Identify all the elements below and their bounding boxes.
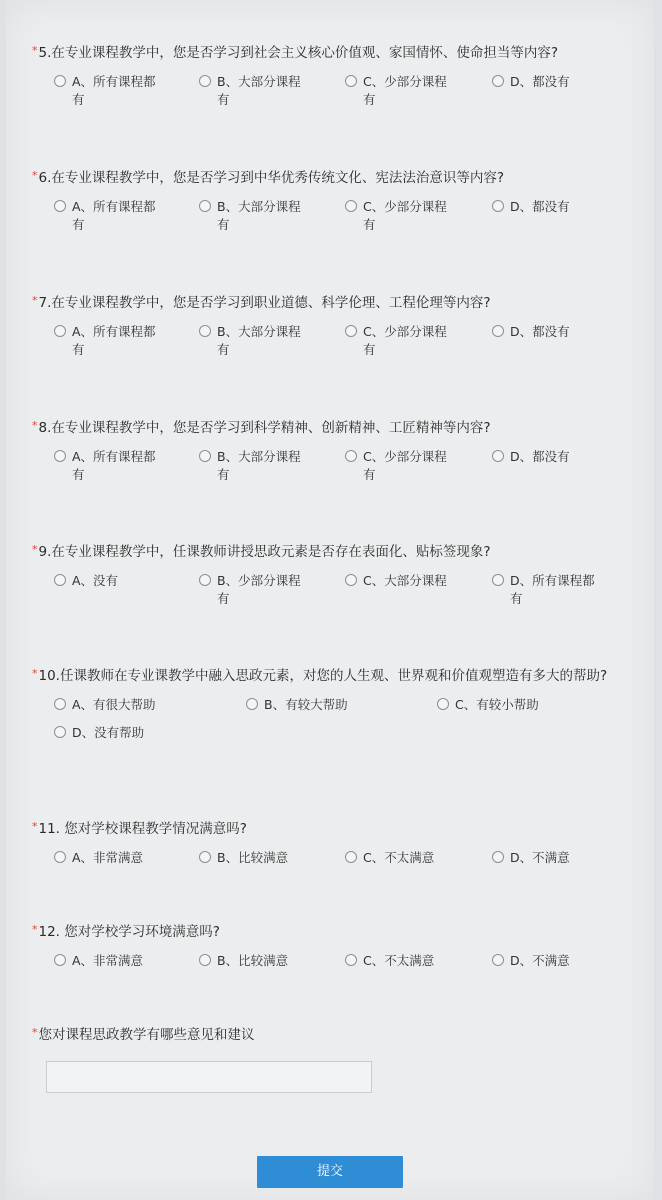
radio-icon[interactable] [345, 574, 357, 586]
option-c[interactable]: C、少部分课程有 [345, 448, 465, 484]
radio-icon[interactable] [54, 954, 66, 966]
option-a[interactable]: A、所有课程都有 [54, 323, 174, 359]
question-title: *9.在专业课程教学中，任课教师讲授思政元素是否存在表面化、贴标签现象? [32, 543, 491, 560]
option-a[interactable]: A、没有 [54, 572, 174, 590]
radio-icon[interactable] [54, 726, 66, 738]
radio-icon[interactable] [54, 574, 66, 586]
option-b[interactable]: B、大部分课程有 [199, 73, 319, 109]
survey-page [6, 0, 654, 1200]
option-c[interactable]: C、少部分课程有 [345, 198, 465, 234]
radio-icon[interactable] [345, 325, 357, 337]
required-mark: * [32, 820, 38, 833]
option-b[interactable]: B、少部分课程有 [199, 572, 319, 608]
option-b[interactable]: B、大部分课程有 [199, 323, 319, 359]
radio-icon[interactable] [492, 450, 504, 462]
radio-icon[interactable] [492, 75, 504, 87]
radio-icon[interactable] [345, 954, 357, 966]
options-group [32, 73, 632, 113]
question-title: *您对课程思政教学有哪些意见和建议 [32, 1026, 255, 1043]
radio-icon[interactable] [492, 200, 504, 212]
required-mark: * [32, 667, 38, 680]
radio-icon[interactable] [54, 200, 66, 212]
option-d[interactable]: D、都没有 [492, 448, 612, 466]
options-group [32, 849, 632, 889]
question-title: *7.在专业课程教学中，您是否学习到职业道德、科学伦理、工程伦理等内容? [32, 294, 491, 311]
option-c[interactable]: C、少部分课程有 [345, 323, 465, 359]
question-5 [32, 42, 632, 113]
option-a[interactable]: A、所有课程都有 [54, 198, 174, 234]
option-a[interactable]: A、所有课程都有 [54, 73, 174, 109]
question-10 [32, 665, 632, 750]
question-12 [32, 921, 632, 992]
question-11 [32, 818, 632, 889]
option-d[interactable]: D、没有帮助 [54, 724, 174, 742]
radio-icon[interactable] [54, 325, 66, 337]
radio-icon[interactable] [492, 954, 504, 966]
radio-icon[interactable] [492, 851, 504, 863]
option-d[interactable]: D、都没有 [492, 198, 612, 216]
option-c[interactable]: C、不太满意 [345, 952, 465, 970]
option-a[interactable]: A、非常满意 [54, 849, 174, 867]
option-d[interactable]: D、所有课程都有 [492, 572, 612, 608]
radio-icon[interactable] [199, 200, 211, 212]
question-8 [32, 417, 632, 488]
submit-button[interactable]: 提交 [257, 1156, 403, 1188]
option-d[interactable]: D、都没有 [492, 73, 612, 91]
radio-icon[interactable] [345, 851, 357, 863]
option-b[interactable]: B、有较大帮助 [246, 696, 366, 714]
question-9 [32, 541, 632, 612]
question-title: *8.在专业课程教学中，您是否学习到科学精神、创新精神、工匠精神等内容? [32, 419, 491, 436]
options-group [32, 952, 632, 992]
radio-icon[interactable] [437, 698, 449, 710]
option-c[interactable]: C、少部分课程有 [345, 73, 465, 109]
required-mark: * [32, 294, 38, 307]
radio-icon[interactable] [54, 851, 66, 863]
question-title: *12. 您对学校学习环境满意吗? [32, 923, 220, 940]
option-c[interactable]: C、大部分课程 [345, 572, 465, 590]
option-b[interactable]: B、比较满意 [199, 849, 319, 867]
question-6 [32, 167, 632, 238]
option-b[interactable]: B、比较满意 [199, 952, 319, 970]
radio-icon[interactable] [54, 698, 66, 710]
options-group [32, 323, 632, 363]
question-7 [32, 292, 632, 363]
question-title: *10.任课教师在专业课教学中融入思政元素，对您的人生观、世界观和价值观塑造有多大的帮助? [32, 667, 608, 684]
radio-icon[interactable] [199, 574, 211, 586]
option-d[interactable]: D、不满意 [492, 952, 612, 970]
radio-icon[interactable] [54, 75, 66, 87]
options-group [32, 572, 632, 612]
radio-icon[interactable] [246, 698, 258, 710]
required-mark: * [32, 44, 38, 57]
options-group [32, 696, 632, 750]
radio-icon[interactable] [492, 574, 504, 586]
options-group [32, 198, 632, 238]
options-group [32, 448, 632, 488]
question-title: *11. 您对学校课程教学情况满意吗? [32, 820, 247, 837]
radio-icon[interactable] [345, 450, 357, 462]
required-mark: * [32, 169, 38, 182]
option-b[interactable]: B、大部分课程有 [199, 448, 319, 484]
option-d[interactable]: D、不满意 [492, 849, 612, 867]
required-mark: * [32, 923, 38, 936]
required-mark: * [32, 1026, 38, 1039]
radio-icon[interactable] [199, 954, 211, 966]
radio-icon[interactable] [54, 450, 66, 462]
option-b[interactable]: B、大部分课程有 [199, 198, 319, 234]
option-c[interactable]: C、不太满意 [345, 849, 465, 867]
radio-icon[interactable] [345, 75, 357, 87]
radio-icon[interactable] [199, 325, 211, 337]
option-d[interactable]: D、都没有 [492, 323, 612, 341]
radio-icon[interactable] [492, 325, 504, 337]
feedback-textarea[interactable] [46, 1061, 372, 1093]
radio-icon[interactable] [199, 75, 211, 87]
required-mark: * [32, 419, 38, 432]
required-mark: * [32, 543, 38, 556]
question-title: *6.在专业课程教学中，您是否学习到中华优秀传统文化、宪法法治意识等内容? [32, 169, 505, 186]
option-a[interactable]: A、有很大帮助 [54, 696, 174, 714]
question-title: *5.在专业课程教学中，您是否学习到社会主义核心价值观、家国情怀、使命担当等内容? [32, 44, 559, 61]
option-c[interactable]: C、有较小帮助 [437, 696, 557, 714]
radio-icon[interactable] [345, 200, 357, 212]
option-a[interactable]: A、非常满意 [54, 952, 174, 970]
radio-icon[interactable] [199, 450, 211, 462]
radio-icon[interactable] [199, 851, 211, 863]
option-a[interactable]: A、所有课程都有 [54, 448, 174, 484]
question-feedback [32, 1024, 632, 1047]
